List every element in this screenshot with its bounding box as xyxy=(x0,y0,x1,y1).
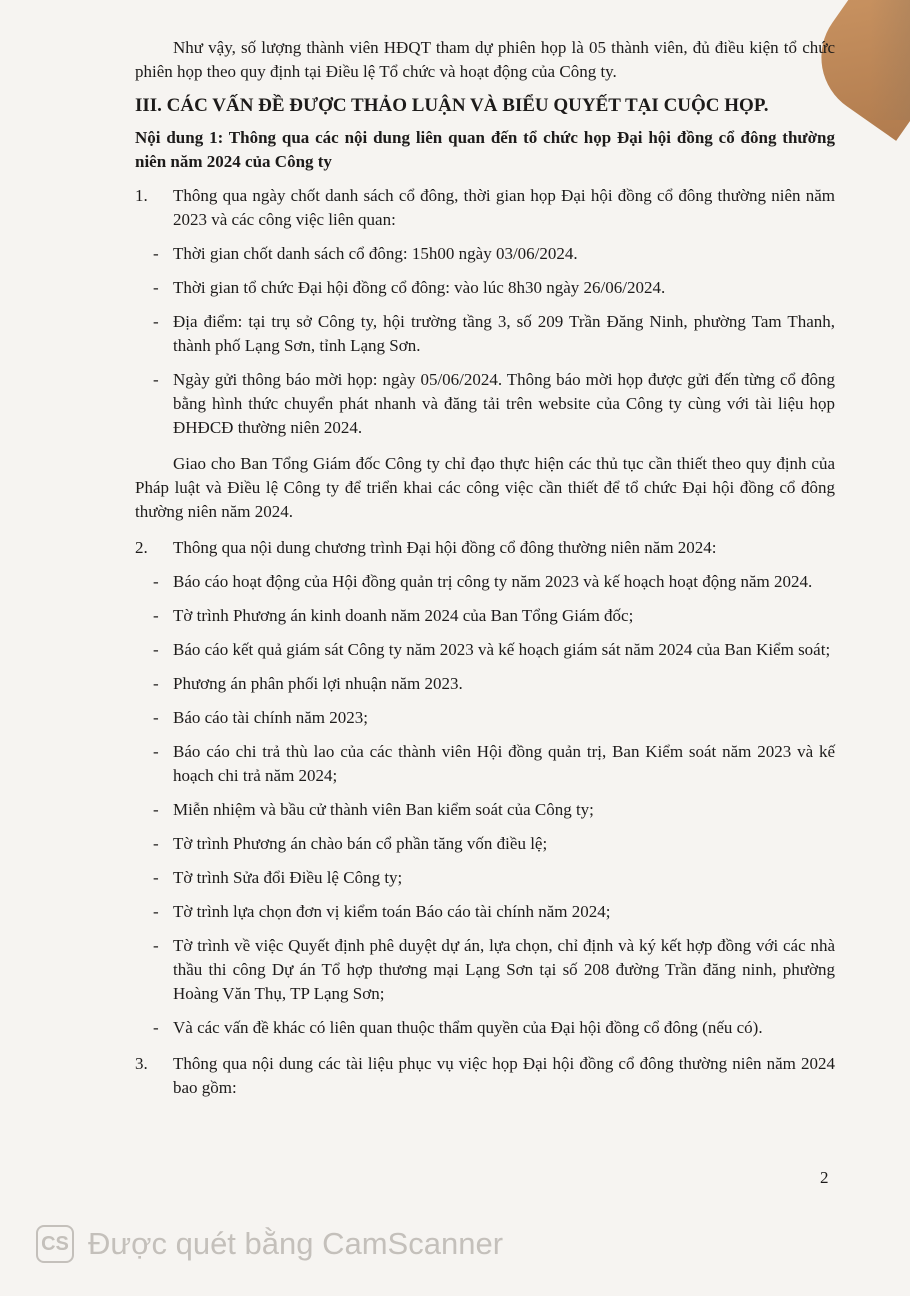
camscanner-logo-icon: CS xyxy=(36,1225,74,1263)
list-item: - Và các vấn đề khác có liên quan thuộc thẩm quyền của Đại hội đồng cổ đông (nếu có). xyxy=(153,1018,763,1037)
item-2 xyxy=(135,536,835,560)
assignment-paragraph: Giao cho Ban Tổng Giám đốc Công ty chỉ đạo thực hiện các thủ tục cần thiết theo quy định của Pháp luật và Điều lệ Công ty để triển khai các công việc cần thiết để tổ chức Đại hội đồng cổ đông thường niên năm 2024. xyxy=(135,454,835,521)
topic-heading: Nội dung 1: Thông qua các nội dung liên quan đến tổ chức họp Đại hội đồng cổ đông thường niên năm 2024 của Công ty xyxy=(135,128,835,171)
list-item: - Tờ trình về việc Quyết định phê duyệt dự án, lựa chọn, chỉ định và ký kết hợp đồng với các nhà thầu thi công Dự án Tổ hợp thương mại Lạng Sơn tại số 208 đường Trần đăng ninh, phường Hoàng Văn Thụ, TP Lạng Sơn; xyxy=(153,936,835,1003)
item-2-text: Thông qua nội dung chương trình Đại hội đồng cổ đông thường niên năm 2024: xyxy=(173,538,717,557)
item-1-text: Thông qua ngày chốt danh sách cổ đông, thời gian họp Đại hội đồng cổ đông thường niên năm 2023 và các công việc liên quan: xyxy=(173,186,835,229)
list-item: - Tờ trình Phương án kinh doanh năm 2024 của Ban Tổng Giám đốc; xyxy=(153,606,634,625)
section-heading: III. CÁC VẤN ĐỀ ĐƯỢC THẢO LUẬN VÀ BIỂU QUYẾT TẠI CUỘC HỌP. xyxy=(135,95,769,116)
camscanner-text: Được quét bằng CamScanner xyxy=(88,1226,504,1261)
item-1-number: 1. xyxy=(135,186,148,205)
list-item: - Ngày gửi thông báo mời họp: ngày 05/06/2024. Thông báo mời họp được gửi đến từng cổ đông bằng hình thức chuyển phát nhanh và đăng tải trên website của Công ty cùng với tài liệu họp ĐHĐCĐ thường niên 2024. xyxy=(153,370,835,437)
list-item: - Miễn nhiệm và bầu cử thành viên Ban kiểm soát của Công ty; xyxy=(153,800,594,819)
item-1-bullet-list xyxy=(135,242,835,440)
item-1 xyxy=(135,184,835,232)
list-item: - Thời gian chốt danh sách cổ đông: 15h00 ngày 03/06/2024. xyxy=(153,244,578,263)
list-item: - Địa điểm: tại trụ sở Công ty, hội trường tầng 3, số 209 Trần Đăng Ninh, phường Tam Thanh, thành phố Lạng Sơn, tỉnh Lạng Sơn. xyxy=(153,312,835,355)
item-3-text: Thông qua nội dung các tài liệu phục vụ việc họp Đại hội đồng cổ đông thường niên năm 2024 bao gồm: xyxy=(173,1054,835,1097)
page-number: 2 xyxy=(820,1168,829,1187)
list-item: - Tờ trình Phương án chào bán cổ phần tăng vốn điều lệ; xyxy=(153,834,548,853)
page-edge-shadow xyxy=(870,0,910,120)
list-item: - Tờ trình Sửa đổi Điều lệ Công ty; xyxy=(153,868,403,887)
item-2-number: 2. xyxy=(135,538,148,557)
list-item: - Phương án phân phối lợi nhuận năm 2023. xyxy=(153,674,463,693)
item-2-bullet-list xyxy=(135,570,835,1040)
list-item: - Báo cáo kết quả giám sát Công ty năm 2023 và kế hoạch giám sát năm 2024 của Ban Kiểm soát; xyxy=(153,640,831,659)
document-body xyxy=(135,36,835,1100)
list-item: - Tờ trình lựa chọn đơn vị kiểm toán Báo cáo tài chính năm 2024; xyxy=(153,902,611,921)
intro-paragraph: Như vậy, số lượng thành viên HĐQT tham dự phiên họp là 05 thành viên, đủ điều kiện tổ chức phiên họp theo quy định tại Điều lệ Tổ chức và hoạt động của Công ty. xyxy=(135,38,835,81)
camscanner-watermark xyxy=(36,1222,503,1266)
list-item: - Thời gian tổ chức Đại hội đồng cổ đông: vào lúc 8h30 ngày 26/06/2024. xyxy=(153,278,666,297)
item-3-number: 3. xyxy=(135,1054,148,1073)
list-item: - Báo cáo tài chính năm 2023; xyxy=(153,708,368,727)
item-3 xyxy=(135,1052,835,1100)
list-item: - Báo cáo chi trả thù lao của các thành viên Hội đồng quản trị, Ban Kiểm soát năm 2023 và kế hoạch chi trả năm 2024; xyxy=(153,742,835,785)
list-item: - Báo cáo hoạt động của Hội đồng quản trị công ty năm 2023 và kế hoạch hoạt động năm 2024. xyxy=(153,572,813,591)
